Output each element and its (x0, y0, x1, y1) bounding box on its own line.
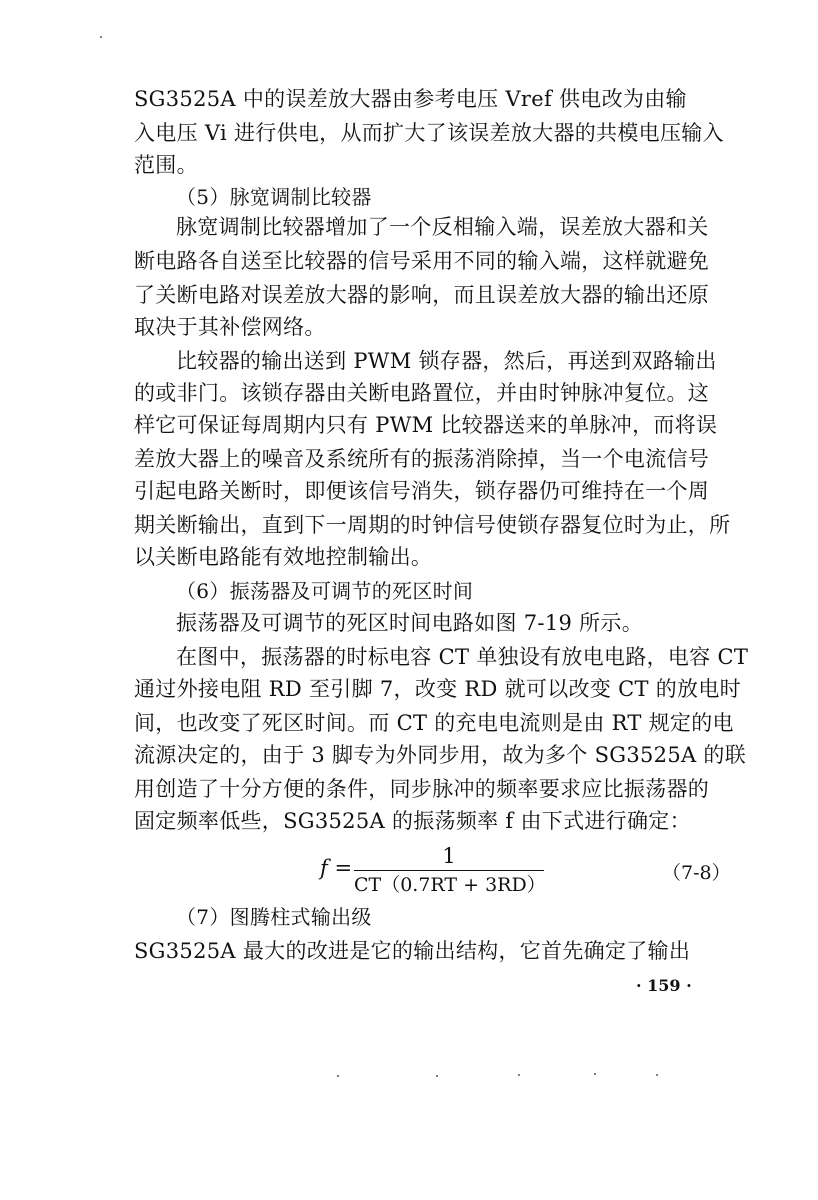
text-line: 用创造了十分方便的条件，同步脉冲的频率要求应比振荡器的 (134, 777, 710, 801)
equation-numerator: 1 (442, 844, 456, 868)
section-heading: （5）脉宽调制比较器 (176, 185, 372, 209)
equation-denominator: CT（0.7RT + 3RD） (354, 874, 546, 896)
text-line: SG3525A 中的误差放大器由参考电压 Vref 供电改为由输 (134, 87, 687, 111)
scan-speck (518, 1074, 520, 1076)
text-line: 的或非门。该锁存器由关断电路置位，并由时钟脉冲复位。这 (134, 381, 710, 405)
scan-speck (337, 1075, 339, 1077)
text-line: 期关断输出，直到下一周期的时钟信号使锁存器复位时为止，所 (134, 513, 731, 537)
text-line: 了关断电路对误差放大器的影响，而且误差放大器的输出还原 (134, 283, 710, 307)
scan-speck (594, 1073, 596, 1075)
text-line: 入电压 Vi 进行供电，从而扩大了该误差放大器的共模电压输入 (134, 121, 724, 145)
text-line: 脉宽调制比较器增加了一个反相输入端，误差放大器和关 (176, 215, 709, 239)
section-heading: （6）振荡器及可调节的死区时间 (176, 579, 474, 603)
text-line: 范围。 (134, 153, 198, 177)
equation-lhs: f = (320, 856, 353, 880)
scan-speck (656, 1074, 658, 1076)
text-line: 引起电路关断时，即便该信号消失，锁存器仍可维持在一个周 (134, 479, 710, 503)
text-line: 间，也改变了死区时间。而 CT 的充电电流则是由 RT 规定的电 (134, 711, 734, 735)
text-line: 振荡器及可调节的死区时间电路如图 7-19 所示。 (176, 611, 644, 635)
scan-speck (100, 36, 102, 38)
text-line: 流源决定的，由于 3 脚专为外同步用，故为多个 SG3525A 的联 (134, 743, 747, 767)
text-line: 以关断电路能有效地控制输出。 (134, 545, 433, 569)
text-line: 样它可保证每周期内只有 PWM 比较器送来的单脉冲，而将误 (134, 413, 718, 437)
text-line: 比较器的输出送到 PWM 锁存器，然后，再送到双路输出 (176, 349, 717, 373)
text-line: 断电路各自送至比较器的信号采用不同的输入端，这样就避免 (134, 249, 710, 273)
text-line: 固定频率低些，SG3525A 的振荡频率 f 由下式进行确定： (134, 809, 691, 833)
text-line: SG3525A 最大的改进是它的输出结构，它首先确定了输出 (134, 939, 691, 963)
text-line: 在图中，振荡器的时标电容 CT 单独设有放电电路，电容 CT (176, 645, 749, 669)
equation-fraction (354, 844, 544, 896)
section-heading: （7）图腾柱式输出级 (176, 905, 372, 929)
fraction-bar (354, 870, 544, 871)
equation (318, 844, 558, 894)
text-line: 取决于其补偿网络。 (134, 315, 326, 339)
text-line: 差放大器上的噪音及系统所有的振荡消除掉，当一个电流信号 (134, 447, 710, 471)
scan-speck (436, 1075, 438, 1077)
equation-number: （7-8） (662, 862, 731, 884)
page-number: · 159 · (636, 976, 692, 995)
text-line: 通过外接电阻 RD 至引脚 7，改变 RD 就可以改变 CT 的放电时 (134, 677, 741, 701)
